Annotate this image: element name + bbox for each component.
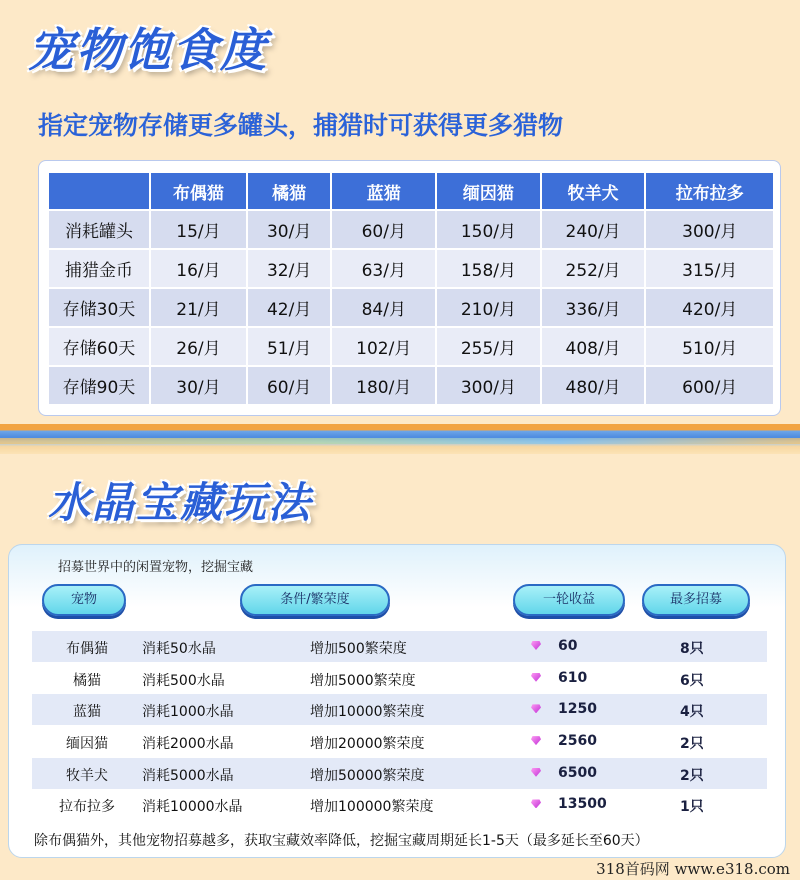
round-earnings: 60 — [558, 638, 578, 654]
list-item — [32, 758, 767, 789]
row-label: 存储30天 — [49, 289, 149, 326]
list-item — [32, 789, 767, 820]
treasure-note: 除布偶猫外，其他宠物招募越多，获取宝藏效率降低，挖掘宝藏周期延长1-5天（最多延长至60天） — [34, 833, 649, 849]
table-cell: 180/月 — [332, 367, 435, 404]
table-cell: 42/月 — [248, 289, 331, 326]
table-header-blue-cat: 蓝猫 — [332, 173, 435, 209]
header-pill-pet: 宠物 — [42, 584, 126, 616]
table-cell: 51/月 — [248, 328, 331, 365]
table-row — [49, 328, 773, 365]
table-row — [49, 250, 773, 287]
table-cell: 510/月 — [646, 328, 773, 365]
round-earnings: 610 — [558, 669, 588, 686]
table-header-maine-coon: 缅因猫 — [437, 173, 540, 209]
table-cell: 240/月 — [542, 211, 645, 248]
gem-icon — [531, 641, 541, 650]
treasure-intro: 招募世界中的闲置宠物，挖掘宝藏 — [58, 560, 254, 575]
treasure-list — [32, 631, 767, 821]
header-pill-earnings: 一轮收益 — [513, 584, 625, 616]
max-recruit: 8只 — [680, 641, 704, 657]
table-cell: 60/月 — [332, 211, 435, 248]
crystal-cost: 消耗5000水晶 — [142, 767, 234, 784]
gem-icon — [531, 768, 541, 777]
header-pill-max: 最多招募 — [642, 584, 750, 616]
table-header-ragdoll: 布偶猫 — [151, 173, 246, 209]
table-row — [49, 367, 773, 404]
list-item — [32, 663, 767, 694]
table-cell: 252/月 — [542, 250, 645, 287]
table-cell: 16/月 — [151, 250, 246, 287]
table-header-orange-cat: 橘猫 — [248, 173, 331, 209]
table-cell: 255/月 — [437, 328, 540, 365]
round-earnings: 6500 — [558, 764, 597, 781]
table-header-labrador: 拉布拉多 — [646, 173, 773, 209]
pet-name: 拉布拉多 — [59, 799, 115, 816]
table-cell: 300/月 — [646, 211, 773, 248]
table-cell: 15/月 — [151, 211, 246, 248]
max-recruit: 4只 — [680, 704, 704, 721]
gem-icon — [531, 799, 541, 808]
round-earnings: 13500 — [558, 796, 607, 813]
round-earnings: 1250 — [558, 701, 597, 718]
table-cell: 315/月 — [646, 250, 773, 287]
table-header-shepherd: 牧羊犬 — [542, 173, 645, 209]
table-cell: 336/月 — [542, 289, 645, 326]
list-item — [32, 631, 767, 662]
divider-band-highlight — [0, 438, 800, 444]
table-cell: 32/月 — [248, 250, 331, 287]
pet-name: 布偶猫 — [66, 641, 108, 657]
table-cell: 84/月 — [332, 289, 435, 326]
table-row — [49, 211, 773, 248]
table-cell: 26/月 — [151, 328, 246, 365]
list-item — [32, 694, 767, 725]
crystal-cost: 消耗10000水晶 — [142, 799, 243, 816]
table-cell: 102/月 — [332, 328, 435, 365]
table-cell: 60/月 — [248, 367, 331, 404]
gem-icon — [531, 673, 541, 682]
gem-icon — [531, 704, 541, 713]
pet-name: 蓝猫 — [73, 704, 101, 721]
row-label: 消耗罐头 — [49, 211, 149, 248]
table-cell: 30/月 — [151, 367, 246, 404]
table-cell: 21/月 — [151, 289, 246, 326]
table-header-corner — [49, 173, 149, 209]
table-row — [49, 289, 773, 326]
max-recruit: 6只 — [680, 672, 704, 689]
section1-subtitle: 指定宠物存储更多罐头，捕猎时可获得更多猎物 — [38, 111, 564, 140]
pet-name: 缅因猫 — [66, 736, 108, 753]
table-cell: 480/月 — [542, 367, 645, 404]
prosperity-gain: 增加10000繁荣度 — [310, 704, 425, 721]
pet-name: 橘猫 — [73, 672, 101, 689]
row-label: 存储60天 — [49, 328, 149, 365]
satiety-table-header-row — [49, 173, 773, 209]
pet-name: 牧羊犬 — [66, 767, 108, 784]
site-watermark: 318首码网 www.e318.com — [596, 860, 790, 878]
satiety-table — [47, 171, 775, 406]
crystal-cost: 消耗500水晶 — [142, 672, 225, 689]
prosperity-gain: 增加50000繁荣度 — [310, 767, 425, 784]
list-item — [32, 726, 767, 757]
satiety-table-panel — [38, 160, 781, 416]
header-pill-condition: 条件/繁荣度 — [240, 584, 390, 616]
crystal-cost: 消耗50水晶 — [142, 641, 216, 657]
round-earnings: 2560 — [558, 733, 597, 750]
row-label: 存储90天 — [49, 367, 149, 404]
prosperity-gain: 增加20000繁荣度 — [310, 736, 425, 753]
max-recruit: 1只 — [680, 799, 704, 816]
table-cell: 63/月 — [332, 250, 435, 287]
max-recruit: 2只 — [680, 736, 704, 753]
table-cell: 300/月 — [437, 367, 540, 404]
crystal-cost: 消耗2000水晶 — [142, 736, 234, 753]
prosperity-gain: 增加5000繁荣度 — [310, 672, 416, 689]
section2-title: 水晶宝藏玩法 — [48, 478, 313, 527]
table-cell: 158/月 — [437, 250, 540, 287]
table-cell: 420/月 — [646, 289, 773, 326]
gem-icon — [531, 736, 541, 745]
crystal-cost: 消耗1000水晶 — [142, 704, 234, 721]
table-cell: 150/月 — [437, 211, 540, 248]
table-cell: 210/月 — [437, 289, 540, 326]
table-cell: 408/月 — [542, 328, 645, 365]
table-cell: 30/月 — [248, 211, 331, 248]
section1-title: 宠物饱食度 — [28, 23, 268, 77]
prosperity-gain: 增加500繁荣度 — [310, 641, 407, 657]
table-cell: 600/月 — [646, 367, 773, 404]
prosperity-gain: 增加100000繁荣度 — [310, 799, 434, 816]
max-recruit: 2只 — [680, 767, 704, 784]
row-label: 捕猎金币 — [49, 250, 149, 287]
